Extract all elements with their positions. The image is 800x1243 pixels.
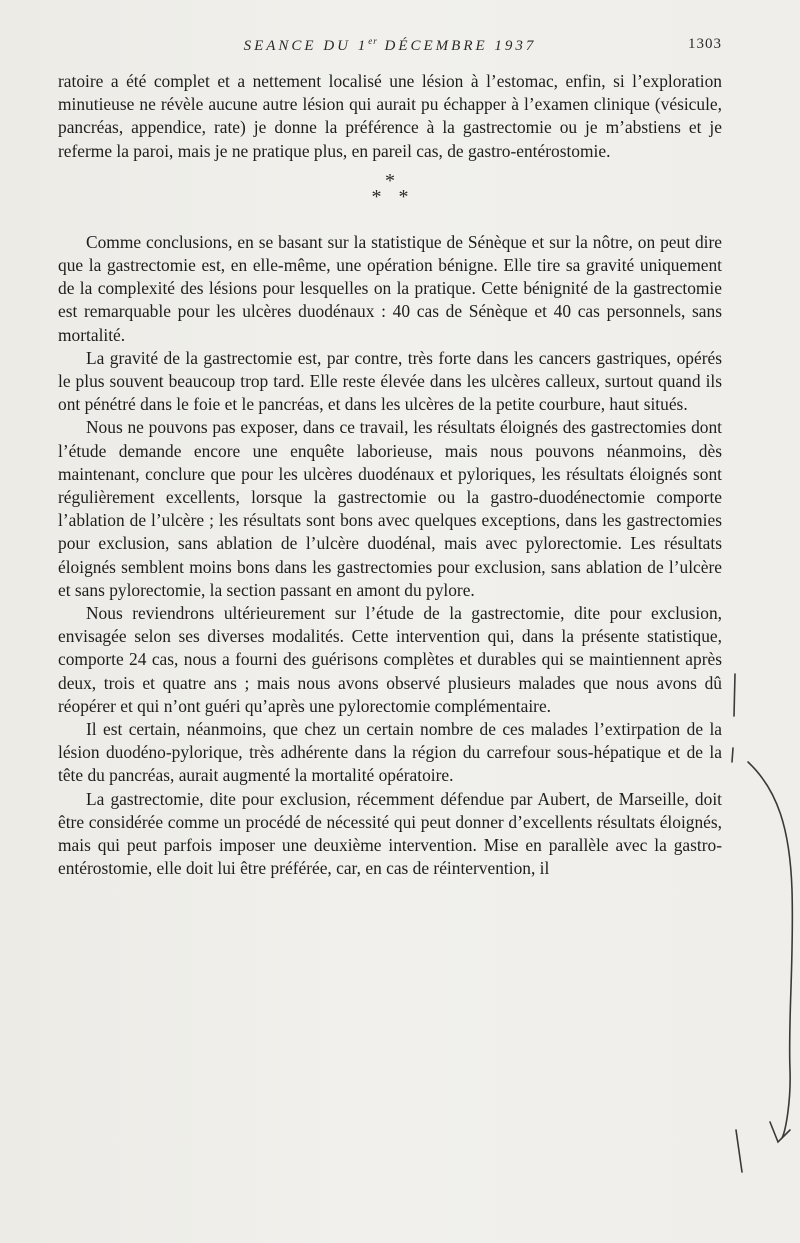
margin-bar-3 <box>736 1130 742 1172</box>
running-header <box>58 36 722 58</box>
running-title-rest: DÉCEMBRE 1937 <box>377 38 537 54</box>
asterism-top: * <box>385 169 395 192</box>
running-title <box>58 36 722 55</box>
body-text <box>58 70 722 881</box>
handwritten-margin-marks-icon <box>720 660 800 1200</box>
paragraph-gravity: La gravité de la gastrectomie est, par contre, très forte dans les cancers gastriques, opérés le plus souvent beaucoup trop tard. Elle reste élevée dans les ulcères calleux, surtout quand ils ont pénétré dans le foie et le pancréas, et dans les ulcères de la petite courbure, haut situés. <box>58 347 722 415</box>
paragraph-distant-results: Nous ne pouvons pas exposer, dans ce travail, les résultats éloignés des gastrectomies dont l’étude demande encore une enquête laborieuse, mais nous pouvons néanmoins, dès maintenant, conclure que pour les ulcères duodénaux et pyloriques, les résultats éloignés sont régulièrement excellents, lorsque la gastrectomie ou la gastro-duodénectomie comporte l’ablation de l’ulcère ; les résultats sont bons avec quelques exceptions, dans les gastrectomies pour exclusion, sans ablation de l’ulcère duodénal, mais avec pylorectomie. Les résultats éloignés semblent moins bons dans les gastrectomies pour exclusion, sans ablation de l’ulcère et sans pylorectomie, la section passant en amont du pylore. <box>58 417 722 600</box>
paragraph-extirpation: Il est certain, néanmoins, que chez un certain nombre de ces malades l’extirpation de la lésion duodéno-pylorique, très adhérente dans la région du carrefour sous-hépatique et de la tête du pancréas, aurait augmenté la mortalité opératoire. <box>58 719 722 786</box>
running-title-superscript: er <box>368 36 378 46</box>
margin-bar-2 <box>732 748 733 762</box>
paragraph-continued: ratoire a été complet et a nettement localisé une lésion à l’estomac, enfin, si l’exploration minutieuse ne révèle aucune autre lésion qui aurait pu échapper à l’examen clinique (vésicule, pancréas, appendice, rate) je donne la préférence à la gastrectomie ou je m’abstiens et je referme la paroi, mais je ne pratique plus, en pareil cas, de gastro-entérostomie. <box>58 71 722 161</box>
asterism-bottom: * * <box>371 185 415 208</box>
paragraph-exclusion-study: Nous reviendrons ultérieurement sur l’étude de la gastrectomie, dite pour exclusion, envisagée selon ses diverses modalités. Cette intervention qui, dans la présente statistique, comporte 24 cas, nous a fourni des guérisons complètes et durables qui se maintiennent après deux, trois et quatre ans ; mais nous avons observé plusieurs malades que nous avons dû réopérer et qui n’ont guéri qu’après une pylorectomie complémentaire. <box>58 603 722 716</box>
margin-curve-arrow <box>748 762 792 1138</box>
page-number: 1303 <box>688 36 722 52</box>
paragraph-aubert: La gastrectomie, dite pour exclusion, récemment défendue par Aubert, de Marseille, doit être considérée comme un procédé de nécessité qui peut donner d’excellents résultats éloignés, mais qui peut parfois imposer une deuxième intervention. Mise en parallèle avec la gastro-entérostomie, elle doit lui être préférée, car, en cas de réintervention, il <box>58 788 722 879</box>
margin-arrow-head <box>770 1122 790 1142</box>
margin-bar-1 <box>734 674 735 716</box>
running-title-main: SEANCE DU 1 <box>243 38 369 54</box>
paragraph-conclusions: Comme conclusions, en se basant sur la statistique de Sénèque et sur la nôtre, on peut dire que la gastrectomie est, en elle-même, une opération bénigne. Elle tire sa gravité uniquement de la complexité des lésions pour lesquelles on la pratique. Cette bénignité de la gastrectomie est remarquable pour les ulcères duodénaux : 40 cas de Sénèque et 40 cas personnels, sans mortalité. <box>58 231 722 345</box>
section-break-asterism <box>58 169 722 208</box>
